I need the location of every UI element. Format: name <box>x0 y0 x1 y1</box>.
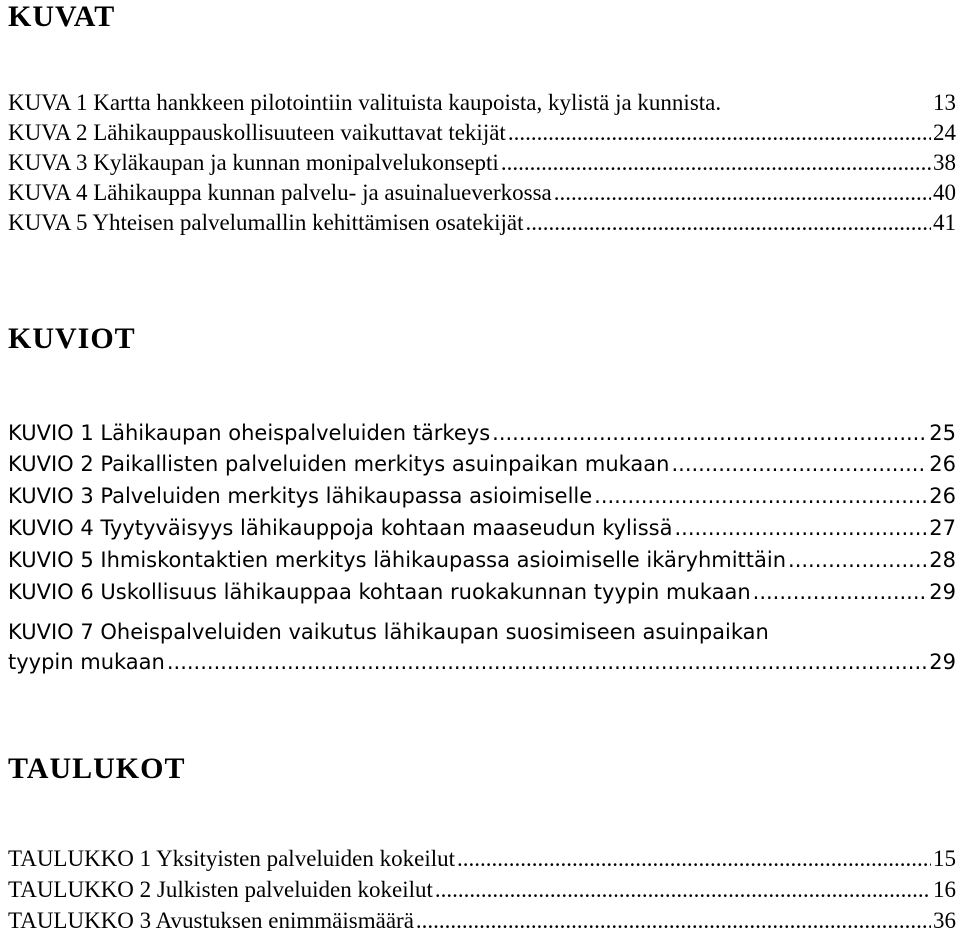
entry-page-number: 28 <box>929 548 956 572</box>
kuvio-6-entry[interactable] <box>8 577 956 607</box>
entry-page-number: 13 <box>933 90 956 115</box>
taulukot-heading: TAULUKOT <box>8 752 186 785</box>
entry-page-number: 36 <box>933 908 956 933</box>
kuva-4-entry[interactable] <box>8 178 956 208</box>
entry-title: KUVIO 3 Palveluiden merkitys lähikaupassa asioimiselle <box>8 484 593 508</box>
entry-title: KUVIO 2 Paikallisten palveluiden merkitys asuinpaikan mukaan <box>8 452 670 476</box>
kuviot-heading: KUVIOT <box>8 322 136 355</box>
kuva-1-entry[interactable] <box>8 88 956 118</box>
entry-page-number: 29 <box>929 580 956 604</box>
entry-title: KUVA 1 Kartta hankkeen pilotointiin valituista kaupoista, kylistä ja kunnista. <box>8 90 722 115</box>
entry-title: TAULUKKO 1 Yksityisten palveluiden kokeilut <box>8 846 456 871</box>
entry-title: TAULUKKO 3 Avustuksen enimmäismäärä <box>8 908 414 933</box>
entry-page-number: 16 <box>933 877 956 902</box>
entry-title: KUVIO 4 Tyytyväisyys lähikauppoja kohtaan maaseudun kylissä <box>8 516 673 540</box>
dot-leader <box>435 875 931 905</box>
kuvio-1-entry[interactable] <box>8 418 956 448</box>
kuvio-7-entry[interactable] <box>8 617 956 677</box>
entry-title: KUVA 5 Yhteisen palvelumallin kehittämisen osatekijät <box>8 210 524 235</box>
entry-page-number: 26 <box>929 484 956 508</box>
dot-leader <box>554 178 931 208</box>
taulukko-1-entry[interactable] <box>8 844 956 874</box>
kuva-5-entry[interactable] <box>8 208 956 238</box>
entry-page-number: 29 <box>929 650 956 674</box>
entry-title-line-1: KUVIO 7 Oheispalveluiden vaikutus lähikaupan suosimiseen asuinpaikan <box>8 620 769 644</box>
dot-leader <box>167 647 927 677</box>
dot-leader <box>492 418 927 448</box>
dot-leader <box>753 577 928 607</box>
entry-title: KUVIO 5 Ihmiskontaktien merkitys lähikaupassa asioimiselle ikäryhmittäin <box>8 548 787 572</box>
entry-page-number: 27 <box>929 516 956 540</box>
kuvio-5-entry[interactable] <box>8 545 956 575</box>
kuvio-2-entry[interactable] <box>8 449 956 479</box>
dot-leader <box>501 148 931 178</box>
kuva-3-entry[interactable] <box>8 148 956 178</box>
dot-leader <box>526 208 932 238</box>
kuvio-3-entry[interactable] <box>8 481 956 511</box>
dot-leader <box>671 449 927 479</box>
entry-title: TAULUKKO 2 Julkisten palveluiden kokeilut <box>8 877 433 902</box>
kuvat-heading: KUVAT <box>8 0 116 33</box>
dot-leader <box>788 545 927 575</box>
entry-title: KUVA 2 Lähikauppauskollisuuteen vaikuttavat tekijät <box>8 120 506 145</box>
entry-title: KUVIO 1 Lähikaupan oheispalveluiden tärkeys <box>8 421 491 445</box>
entry-page-number: 26 <box>929 452 956 476</box>
dot-leader <box>457 844 931 874</box>
entry-title-line-2: tyypin mukaan <box>8 650 165 674</box>
kuva-2-entry[interactable] <box>8 118 956 148</box>
taulukko-3-entry[interactable] <box>8 906 956 936</box>
entry-title: KUVIO 6 Uskollisuus lähikauppaa kohtaan ruokakunnan tyypin mukaan <box>8 580 751 604</box>
kuvio-4-entry[interactable] <box>8 513 956 543</box>
entry-page-number: 25 <box>929 421 956 445</box>
dot-leader <box>594 481 927 511</box>
taulukko-2-entry[interactable] <box>8 875 956 905</box>
dot-leader <box>508 118 931 148</box>
entry-page-number: 15 <box>933 846 956 871</box>
entry-page-number: 24 <box>933 120 956 145</box>
entry-page-number: 40 <box>933 180 956 205</box>
dot-leader <box>416 906 931 936</box>
dot-leader <box>674 513 927 543</box>
entry-page-number: 38 <box>933 150 956 175</box>
entry-title: KUVA 3 Kyläkaupan ja kunnan monipalvelukonsepti <box>8 150 499 175</box>
entry-title: KUVA 4 Lähikauppa kunnan palvelu- ja asuinalueverkossa <box>8 180 552 205</box>
entry-page-number: 41 <box>933 210 956 235</box>
